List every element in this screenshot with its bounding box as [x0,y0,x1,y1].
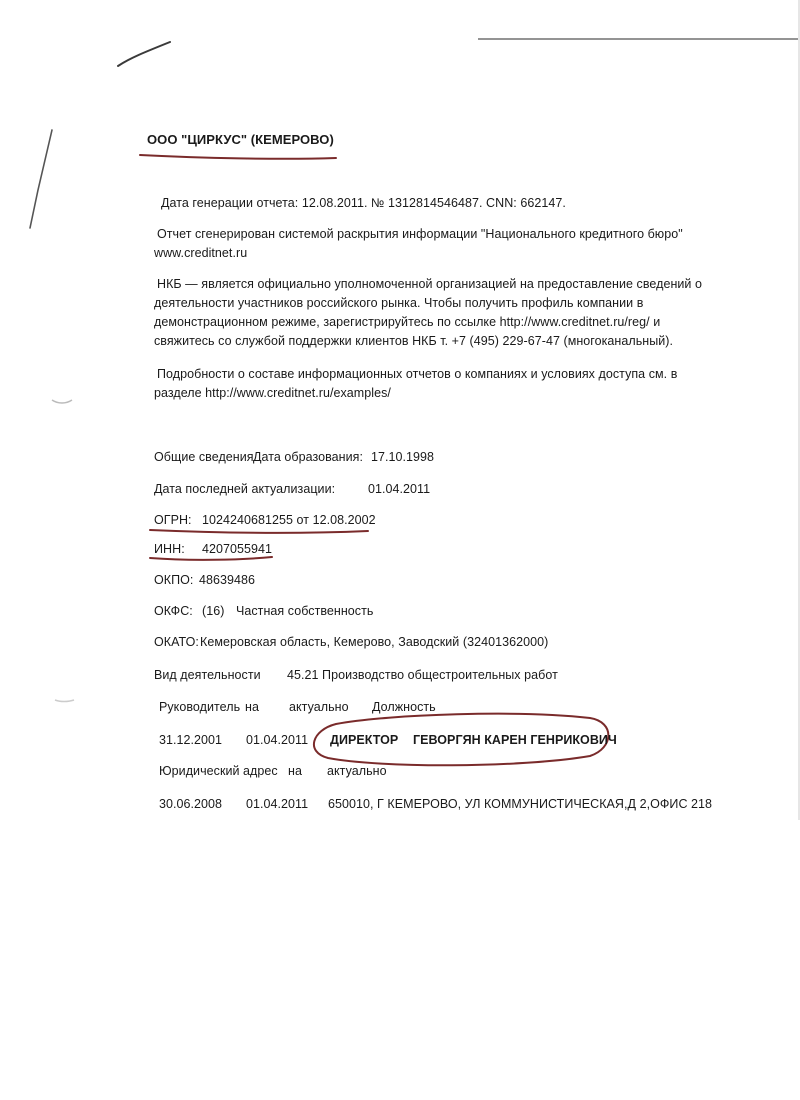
head-header-actual: актуально [289,700,349,714]
pencil-stroke-top [118,42,170,66]
okfs-value: Частная собственность [236,604,374,618]
nkb-line-1: НКБ — является официально уполномоченной организацией на предоставление сведений о [157,277,702,291]
okato-value: Кемеровская область, Кемерово, Заводский (32401362000) [200,635,549,649]
founded-value: 17.10.1998 [371,450,435,464]
inn-value: 4207055941 [202,542,273,556]
updated-label: Дата последней актуализации: [154,482,336,496]
okpo-value: 48639486 [199,573,256,587]
ogrn-label: ОГРН: [154,513,192,527]
address-value: 650010, Г КЕМЕРОВО, УЛ КОММУНИСТИЧЕСКАЯ,Д 2,ОФИС 218 [328,797,713,811]
okato-label: ОКАТО: [154,635,199,649]
head-header-position: Должность [372,700,436,714]
okfs-label: ОКФС: [154,604,193,618]
pencil-stroke-left [30,130,52,228]
general-label: Общие сведения [154,450,254,464]
okpo-label: ОКПО: [154,573,194,587]
generated-by-line-1: Отчет сгенерирован системой раскрытия информации "Национального кредитного бюро" [157,227,683,241]
details-line-2: разделе http://www.creditnet.ru/examples/ [154,386,391,400]
founded-label: Дата образования: [253,450,363,464]
generation-line: Дата генерации отчета: 12.08.2011. № 1312814546487. CNN: 662147. [161,196,566,210]
activity-value: 45.21 Производство общестроительных работ [287,668,558,682]
inn-underline [150,557,272,560]
ogrn-value: 1024240681255 от 12.08.2002 [202,513,376,527]
head-position: ДИРЕКТОР [330,733,399,747]
company-underline [140,155,336,159]
address-header-on: на [288,764,302,778]
updated-value: 01.04.2011 [368,482,431,496]
inn-label: ИНН: [154,542,185,556]
left-edge-mark-1 [52,400,72,403]
address-date-actual: 01.04.2011 [246,797,309,811]
head-header-manager: Руководитель [159,700,241,714]
address-date-on: 30.06.2008 [159,797,223,811]
head-header-on: на [245,700,259,714]
ogrn-underline [150,530,368,533]
generated-by-link[interactable]: www.creditnet.ru [154,246,248,260]
company-name: ООО "ЦИРКУС" (КЕМЕРОВО) [147,132,334,147]
nkb-line-2: деятельности участников российского рынка. Чтобы получить профиль компании в [154,296,644,310]
nkb-line-3: демонстрационном режиме, зарегистрируйтесь по ссылке http://www.creditnet.ru/reg/ и [154,315,661,329]
activity-label: Вид деятельности [154,668,261,682]
head-date-on: 31.12.2001 [159,733,223,747]
left-edge-mark-2 [55,700,74,702]
okfs-code: (16) [202,604,225,618]
address-header-label: Юридический адрес [159,764,278,778]
head-date-actual: 01.04.2011 [246,733,309,747]
nkb-line-4: свяжитесь со службой поддержки клиентов НКБ т. +7 (495) 229-67-47 (многоканальный). [154,334,674,348]
head-name: ГЕВОРГЯН КАРЕН ГЕНРИКОВИЧ [413,733,617,747]
address-header-actual: актуально [327,764,387,778]
details-line-1: Подробности о составе информационных отчетов о компаниях и условиях доступа см. в [157,367,678,381]
